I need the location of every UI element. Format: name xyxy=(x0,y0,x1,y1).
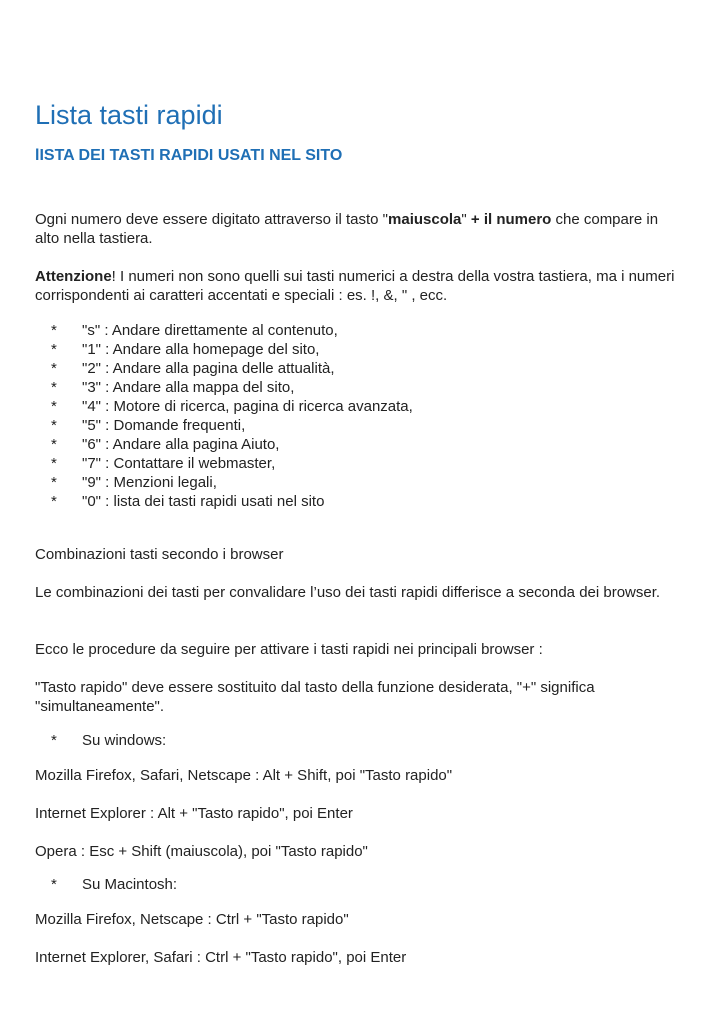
bullet-star: * xyxy=(51,379,57,396)
page-title: Lista tasti rapidi xyxy=(35,100,223,130)
list-item: * "7" : Contattare il webmaster, xyxy=(51,455,276,472)
mac-line: Internet Explorer, Safari : Ctrl + "Tasto rapido", poi Enter xyxy=(35,949,407,966)
list-item: * "3" : Andare alla mappa del sito, xyxy=(51,379,295,396)
bullet-star: * xyxy=(51,732,57,749)
bullet-star: * xyxy=(51,322,57,339)
list-item: * "9" : Menzioni legali, xyxy=(51,474,217,491)
bullet-star: * xyxy=(51,876,57,893)
bullet-star: * xyxy=(51,436,57,453)
intro-paragraph: Ogni numero deve essere digitato attraverso il tasto "maiuscola" + il numero che compare in alto nella tastiera. xyxy=(35,211,659,247)
list-item: * "5" : Domande frequenti, xyxy=(51,417,246,434)
list-item: * "s" : Andare direttamente al contenuto, xyxy=(51,322,338,339)
windows-line: Opera : Esc + Shift (maiuscola), poi "Tasto rapido" xyxy=(35,843,368,860)
combinations-paragraph: Le combinazioni dei tasti per convalidare l’uso dei tasti rapidi differisce a seconda dei browser. xyxy=(35,584,661,601)
attention-label: Attenzione xyxy=(35,268,112,285)
attention-paragraph xyxy=(35,267,683,305)
intro-bold-maiuscola: maiuscola xyxy=(388,211,462,228)
combinations-heading: Combinazioni tasti secondo i browser xyxy=(35,546,284,563)
bullet-star: * xyxy=(51,417,57,434)
bullet-star: * xyxy=(51,360,57,377)
attention-text: ! I numeri non sono quelli sui tasti numerici a destra della vostra tastiera, ma i numeri corrispondenti ai caratteri accentati e speciali : es. !, &, " , ecc. xyxy=(35,268,675,304)
bullet-star: * xyxy=(51,398,57,415)
bullet-star: * xyxy=(51,455,57,472)
mac-label: * Su Macintosh: xyxy=(51,876,178,893)
windows-label: * Su windows: xyxy=(51,732,167,749)
list-item: * "1" : Andare alla homepage del sito, xyxy=(51,341,320,358)
list-item: * "0" : lista dei tasti rapidi usati nel sito xyxy=(51,493,325,510)
intro-bold-numero: + il numero xyxy=(470,211,552,228)
shortcut-list xyxy=(35,321,413,511)
list-item: * "4" : Motore di ricerca, pagina di ricerca avanzata, xyxy=(51,398,413,415)
bullet-star: * xyxy=(51,493,57,510)
procedures-paragraph: Ecco le procedure da seguire per attivare i tasti rapidi nei principali browser : xyxy=(35,641,543,658)
replace-paragraph: "Tasto rapido" deve essere sostituito dal tasto della funzione desiderata, "+" significa "simultaneamente". xyxy=(35,679,595,715)
page-subtitle: lISTA DEI TASTI RAPIDI USATI NEL SITO xyxy=(35,147,343,164)
bullet-star: * xyxy=(51,341,57,358)
mac-line: Mozilla Firefox, Netscape : Ctrl + "Tasto rapido" xyxy=(35,911,349,928)
list-item: * "6" : Andare alla pagina Aiuto, xyxy=(51,436,280,453)
list-item: * "2" : Andare alla pagina delle attualità, xyxy=(51,360,335,377)
windows-line: Internet Explorer : Alt + "Tasto rapido", poi Enter xyxy=(35,805,353,822)
bullet-star: * xyxy=(51,474,57,491)
windows-line: Mozilla Firefox, Safari, Netscape : Alt + Shift, poi "Tasto rapido" xyxy=(35,767,453,784)
